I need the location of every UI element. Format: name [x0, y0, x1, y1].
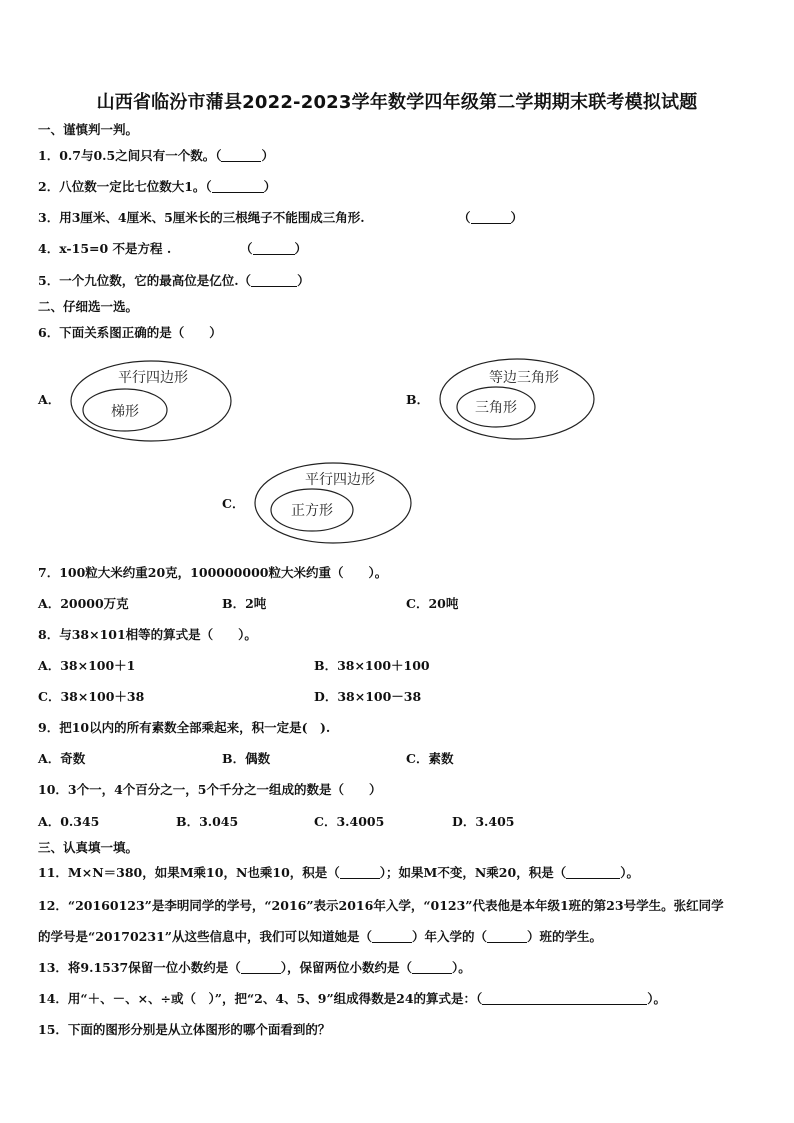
question-5 [38, 271, 310, 289]
question-9: 9．把10以内的所有素数全部乘起来，积一定是( ). [38, 720, 331, 735]
question-13 [38, 958, 471, 976]
question-8: 8．与38×101相等的算式是（ ）。 [38, 627, 257, 642]
answer-blank-14[interactable] [482, 992, 647, 1005]
venn-diagram-b [437, 356, 603, 442]
question-3-close: ） [510, 210, 524, 225]
venn-c-outer-label: 平行四边形 [305, 472, 375, 488]
answer-blank-12b[interactable] [487, 930, 527, 943]
answer-blank-11a[interactable] [340, 866, 380, 879]
question-11-text-b: ）；如果M不变，N乘20，积是（ [379, 865, 567, 880]
answer-blank-4[interactable] [253, 242, 295, 255]
question-3 [38, 208, 365, 226]
question-4 [38, 239, 171, 257]
option-10b[interactable]: B．3.045 [176, 814, 239, 829]
option-8b[interactable]: B．38×100＋100 [314, 658, 430, 673]
option-8c[interactable]: C．38×100＋38 [38, 689, 145, 704]
question-4-open: （ [240, 241, 253, 256]
venn-a-inner-label: 梯形 [111, 404, 139, 420]
page-title: 山西省临汾市蒲县2022-2023学年数学四年级第二学期期末联考模拟试题 [96, 92, 698, 113]
question-1-text: 1．0.7与0.5之间只有一个数。（ [38, 148, 222, 163]
question-5-close: ） [297, 273, 310, 288]
question-11-close: ）。 [620, 865, 639, 880]
question-13-text-a: 13．将9.1537保留一位小数约是（ [38, 960, 241, 975]
question-13-text-b: ），保留两位小数约是（ [280, 960, 413, 975]
question-12-line-1: 12．“20160123”是李明同学的学号，“2016”表示2016年入学，“0123”代表他是本年级1班的第23号学生。张红同学 [38, 898, 724, 913]
question-12-line-2 [38, 927, 602, 945]
option-6c-label[interactable]: C． [222, 496, 245, 511]
question-11-text-a: 11．M×N＝380，如果M乘10，N也乘10，积是（ [38, 865, 340, 880]
question-4-close: ） [294, 241, 308, 256]
section-heading-judge: 一、谨慎判一判。 [38, 122, 139, 137]
option-10a[interactable]: A．0.345 [38, 814, 100, 829]
option-9a[interactable]: A．奇数 [38, 751, 86, 766]
question-15: 15．下面的图形分别是从立体图形的哪个面看到的？ [38, 1022, 331, 1037]
question-3-answer [458, 208, 523, 226]
answer-blank-13b[interactable] [412, 961, 452, 974]
option-6b-label[interactable]: B． [406, 392, 430, 407]
question-3-text: 3．用3厘米、4厘米、5厘米长的三根绳子不能围成三角形. [38, 210, 365, 225]
question-12-text-a: 的学号是“20170231”从这些信息中，我们可以知道她是（ [38, 929, 372, 944]
section-heading-fill: 三、认真填一填。 [38, 840, 139, 855]
option-7b[interactable]: B．2吨 [222, 596, 267, 611]
answer-blank-12a[interactable] [372, 930, 412, 943]
question-13-close: ）。 [452, 960, 471, 975]
option-9c[interactable]: C．素数 [406, 751, 454, 766]
venn-diagram-c [252, 460, 414, 546]
option-9b[interactable]: B．偶数 [222, 751, 271, 766]
option-8a[interactable]: A．38×100＋1 [38, 658, 136, 673]
question-2-close: ） [263, 179, 277, 194]
question-10: 10．3个一，4个百分之一，5个千分之一组成的数是（ ） [38, 782, 382, 797]
question-2 [38, 177, 276, 195]
option-7a[interactable]: A．20000万克 [38, 596, 129, 611]
option-7c[interactable]: C．20吨 [406, 596, 459, 611]
venn-c-inner-label: 正方形 [291, 503, 333, 519]
question-4-answer [240, 239, 307, 257]
question-12-text-c: ）班的学生。 [526, 929, 602, 944]
option-10c[interactable]: C．3.4005 [314, 814, 385, 829]
question-2-text: 2．八位数一定比七位数大1。（ [38, 179, 212, 194]
answer-blank-2[interactable] [212, 180, 264, 193]
answer-blank-13a[interactable] [241, 961, 281, 974]
question-12-text-b: ）年入学的（ [411, 929, 487, 944]
question-14-close: ）。 [647, 991, 667, 1006]
question-3-open: （ [458, 210, 471, 225]
answer-blank-11b[interactable] [566, 866, 620, 879]
venn-diagram-a [68, 358, 234, 444]
question-5-text: 5．一个九位数，它的最高位是亿位.（ [38, 273, 252, 288]
question-4-text: 4．x-15=0 不是方程 . [38, 241, 172, 256]
question-14 [38, 989, 666, 1007]
venn-b-outer-label: 等边三角形 [489, 370, 559, 386]
venn-b-inner-label: 三角形 [475, 400, 517, 416]
question-6: 6．下面关系图正确的是（ ） [38, 325, 222, 340]
option-8d[interactable]: D．38×100－38 [314, 689, 422, 704]
section-heading-choose: 二、仔细选一选。 [38, 299, 139, 314]
answer-blank-3[interactable] [471, 211, 511, 224]
question-1-close: ） [261, 148, 274, 163]
option-10d[interactable]: D．3.405 [452, 814, 515, 829]
option-6a-label[interactable]: A． [38, 392, 61, 407]
venn-a-outer-label: 平行四边形 [118, 370, 188, 386]
answer-blank-5[interactable] [251, 274, 297, 287]
question-14-text: 14．用“＋、－、×、÷或（ ）”，把“2、4、5、9”组成得数是24的算式是：（ [38, 991, 483, 1006]
answer-blank-1[interactable] [221, 149, 261, 162]
question-1 [38, 146, 274, 164]
question-7: 7．100粒大米约重20克，100000000粒大米约重（ ）。 [38, 565, 388, 580]
question-11 [38, 863, 639, 881]
